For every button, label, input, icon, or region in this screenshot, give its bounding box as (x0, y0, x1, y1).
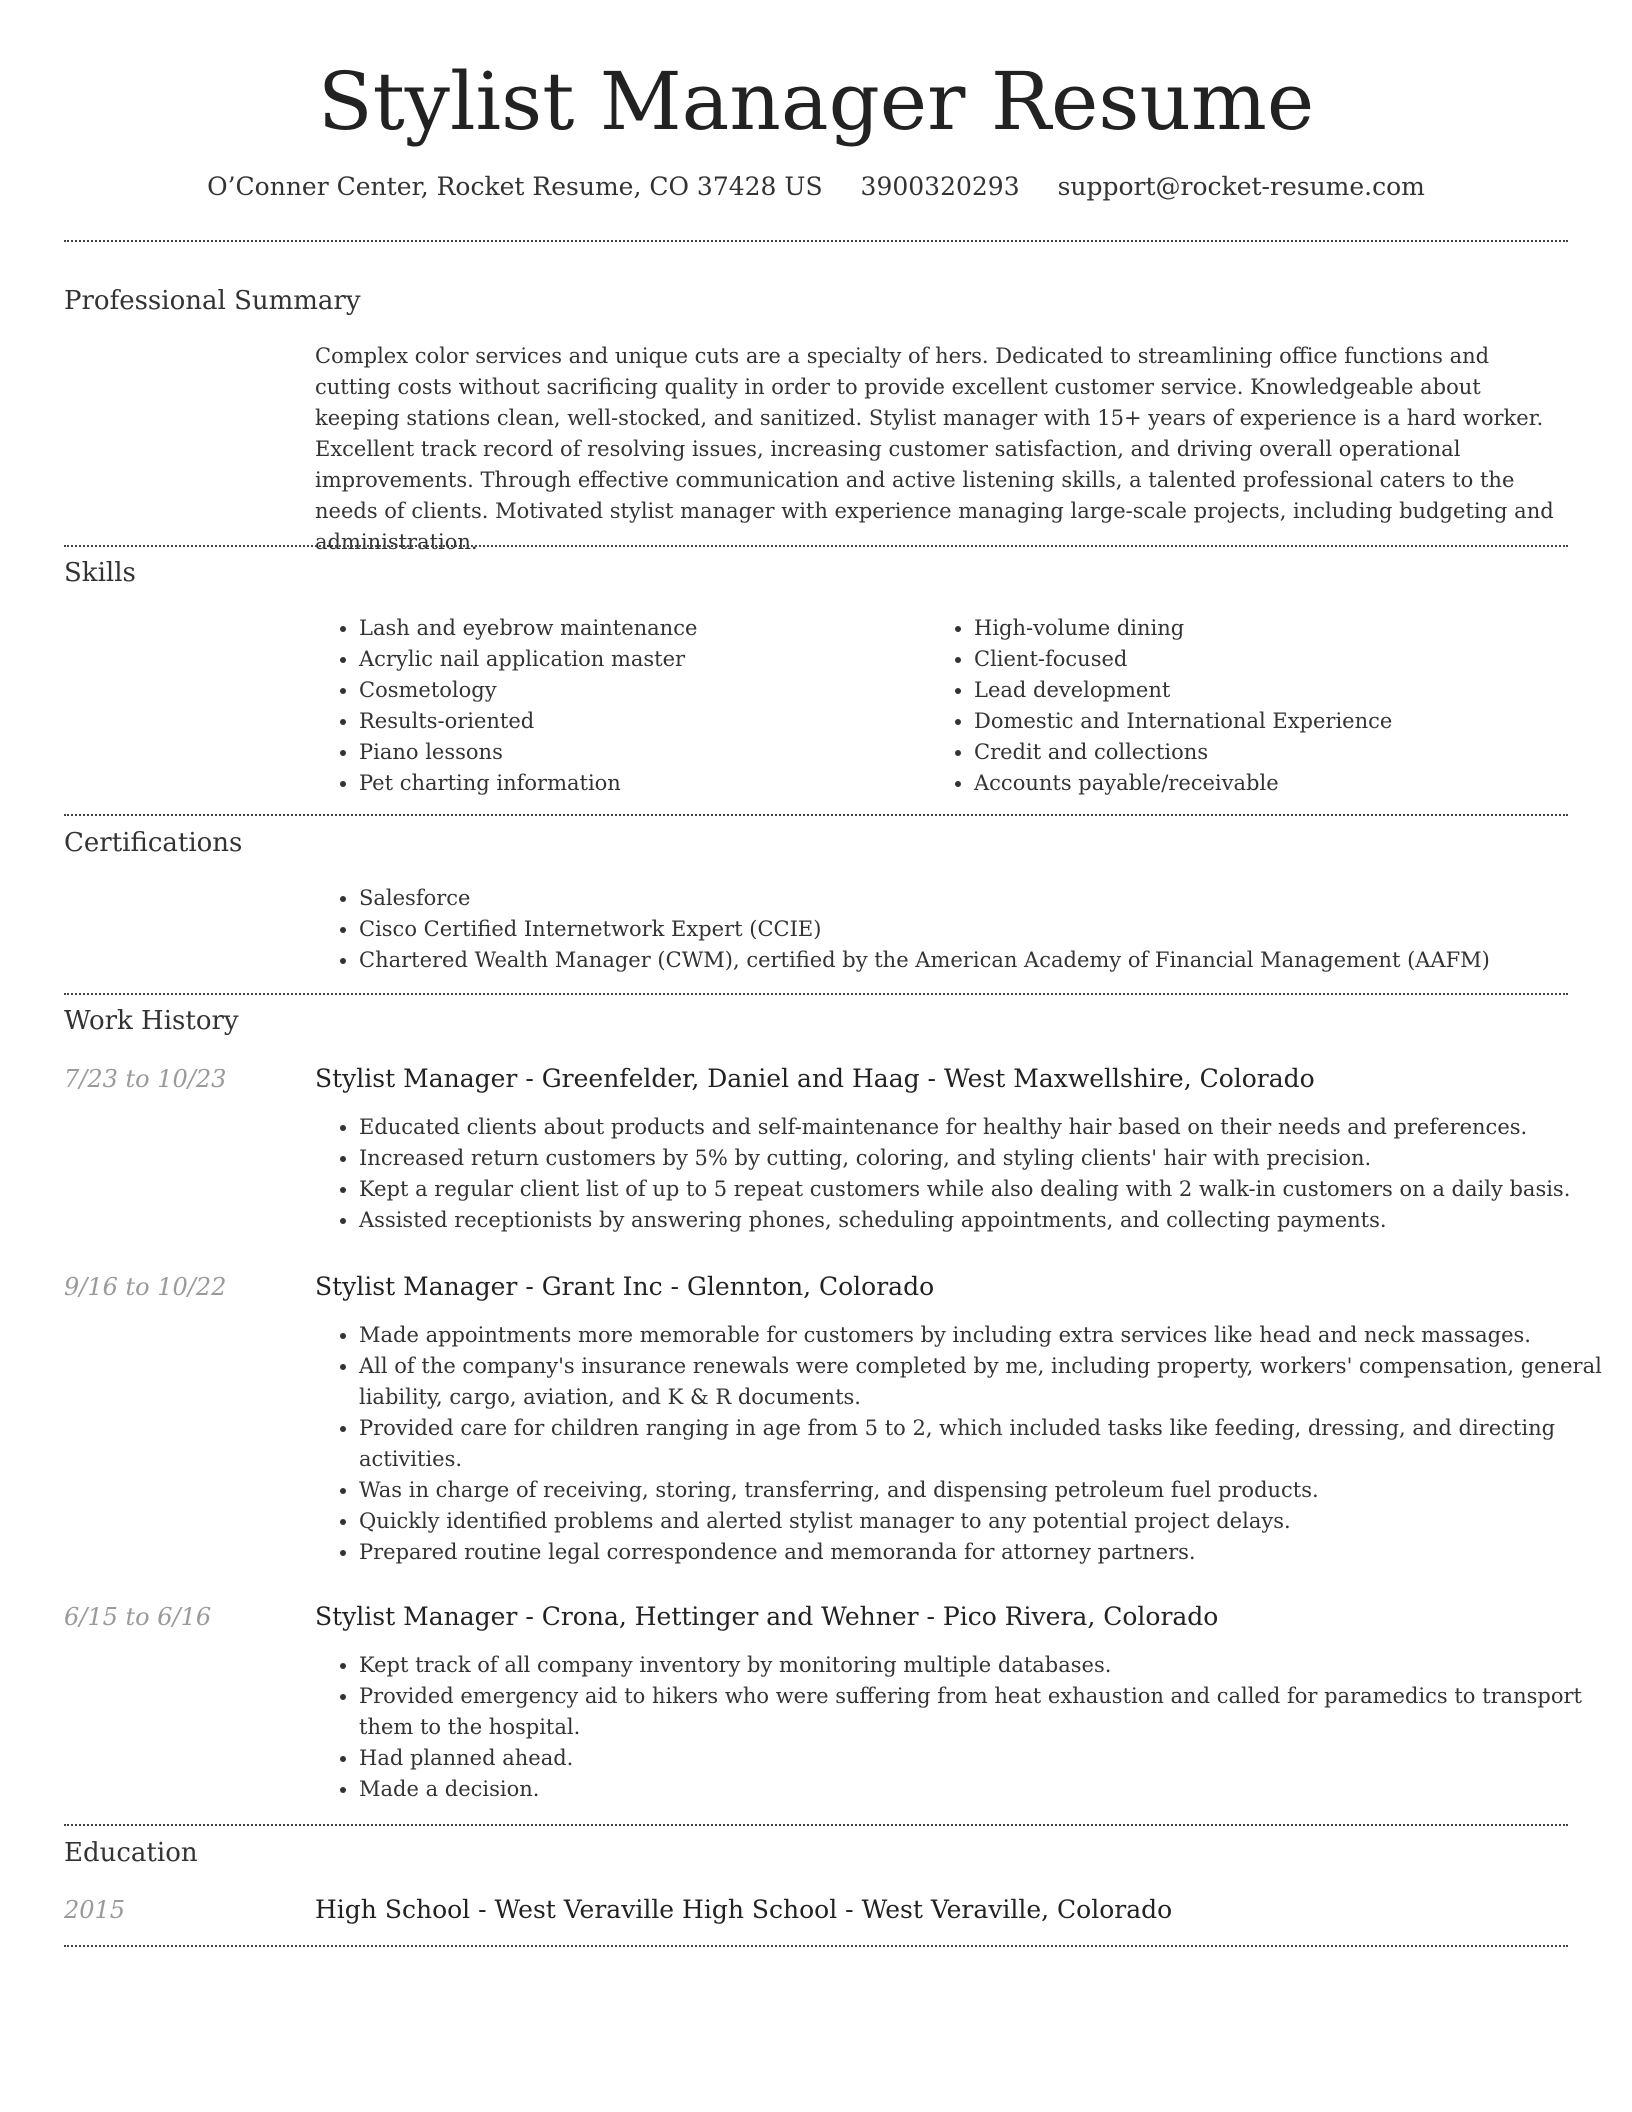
job-dates: 6/15 to 6/16 (64, 1603, 212, 1631)
skill-item: • High-volume dining (974, 613, 1594, 644)
job-bullets (315, 1112, 1611, 1236)
section-heading-education: Education (64, 1838, 198, 1868)
job-bullet: • Increased return customers by 5% by cutting, coloring, and styling clients' hair with precision. (359, 1143, 1611, 1174)
resume-title: Stylist Manager Resume (317, 55, 1315, 148)
section-heading-summary: Professional Summary (64, 286, 361, 316)
job-bullet: • Was in charge of receiving, storing, transferring, and dispensing petroleum fuel products. (359, 1475, 1611, 1506)
job-bullet: • Kept a regular client list of up to 5 repeat customers while also dealing with 2 walk-in customers on a daily basis. (359, 1174, 1611, 1205)
contact-email: support@rocket-resume.com (1057, 172, 1425, 201)
job-bullet: • Prepared routine legal correspondence and memoranda for attorney partners. (359, 1537, 1611, 1568)
section-heading-work: Work History (64, 1006, 239, 1036)
skill-item: • Piano lessons (359, 737, 919, 768)
summary-text: Complex color services and unique cuts are a specialty of hers. Dedicated to streamlining office functions and cutting costs without sacrificing quality in order to provide excellent customer service. Knowledgeable about keeping stations clean, well-stocked, and sanitized. Stylist manager with 15+ years of experience is a hard worker. Excellent track record of resolving issues, increasing customer satisfaction, and driving overall operational improvements. Through effective communication and active listening skills, a talented professional caters to the needs of clients. Motivated stylist manager with experience managing large-scale projects, including budgeting and administration. (315, 344, 1554, 554)
job-bullet: • Provided emergency aid to hikers who were suffering from heat exhaustion and called for paramedics to transport them to the hospital. (359, 1681, 1611, 1743)
section-heading-certifications: Certifications (64, 828, 243, 858)
contact-address: O’Conner Center, Rocket Resume, CO 37428 US (207, 172, 823, 201)
skill-item: • Cosmetology (359, 675, 919, 706)
section-divider (64, 545, 1568, 547)
skills-list-left (315, 613, 919, 799)
job-title: Stylist Manager - Grant Inc - Glennton, Colorado (315, 1272, 935, 1301)
job-bullet: • Educated clients about products and self-maintenance for healthy hair based on their needs and preferences. (359, 1112, 1611, 1143)
certifications-list (315, 883, 1611, 976)
education-title: High School - West Veraville High School - West Veraville, Colorado (315, 1895, 1173, 1924)
contact-line (0, 170, 1632, 204)
job-bullet: • Assisted receptionists by answering phones, scheduling appointments, and collecting payments. (359, 1205, 1611, 1236)
job-bullet: • Made a decision. (359, 1774, 1611, 1805)
job-bullet: • Provided care for children ranging in age from 5 to 2, which included tasks like feeding, dressing, and directing activities. (359, 1413, 1611, 1475)
contact-phone: 3900320293 (860, 172, 1020, 201)
job-dates: 7/23 to 10/23 (64, 1065, 227, 1093)
skill-item: • Accounts payable/receivable (974, 768, 1594, 799)
education-year: 2015 (64, 1896, 126, 1924)
job-bullets (315, 1320, 1611, 1568)
job-bullet: • Made appointments more memorable for customers by including extra services like head and neck massages. (359, 1320, 1611, 1351)
job-bullet: • Had planned ahead. (359, 1743, 1611, 1774)
section-divider (64, 240, 1568, 242)
job-bullet: • Kept track of all company inventory by monitoring multiple databases. (359, 1650, 1611, 1681)
certification-item: • Salesforce (359, 883, 1611, 914)
job-bullets (315, 1650, 1611, 1805)
skills-list-right (930, 613, 1594, 799)
section-divider (64, 993, 1568, 995)
certification-item: • Cisco Certified Internetwork Expert (CCIE) (359, 914, 1611, 945)
section-heading-skills: Skills (64, 558, 136, 588)
section-divider (64, 814, 1568, 816)
job-bullet: • Quickly identified problems and alerted stylist manager to any potential project delays. (359, 1506, 1611, 1537)
skill-item: • Client-focused (974, 644, 1594, 675)
skill-item: • Results-oriented (359, 706, 919, 737)
job-title: Stylist Manager - Crona, Hettinger and Wehner - Pico Rivera, Colorado (315, 1602, 1219, 1631)
skill-item: • Credit and collections (974, 737, 1594, 768)
job-title: Stylist Manager - Greenfelder, Daniel and Haag - West Maxwellshire, Colorado (315, 1064, 1315, 1093)
section-divider (64, 1945, 1568, 1947)
certification-item: • Chartered Wealth Manager (CWM), certified by the American Academy of Financial Management (AAFM) (359, 945, 1611, 976)
job-bullet: • All of the company's insurance renewals were completed by me, including property, workers' compensation, general liability, cargo, aviation, and K & R documents. (359, 1351, 1611, 1413)
skill-item: • Acrylic nail application master (359, 644, 919, 675)
section-divider (64, 1824, 1568, 1826)
job-dates: 9/16 to 10/22 (64, 1273, 227, 1301)
skill-item: • Pet charting information (359, 768, 919, 799)
skill-item: • Lead development (974, 675, 1594, 706)
skill-item: • Lash and eyebrow maintenance (359, 613, 919, 644)
skill-item: • Domestic and International Experience (974, 706, 1594, 737)
